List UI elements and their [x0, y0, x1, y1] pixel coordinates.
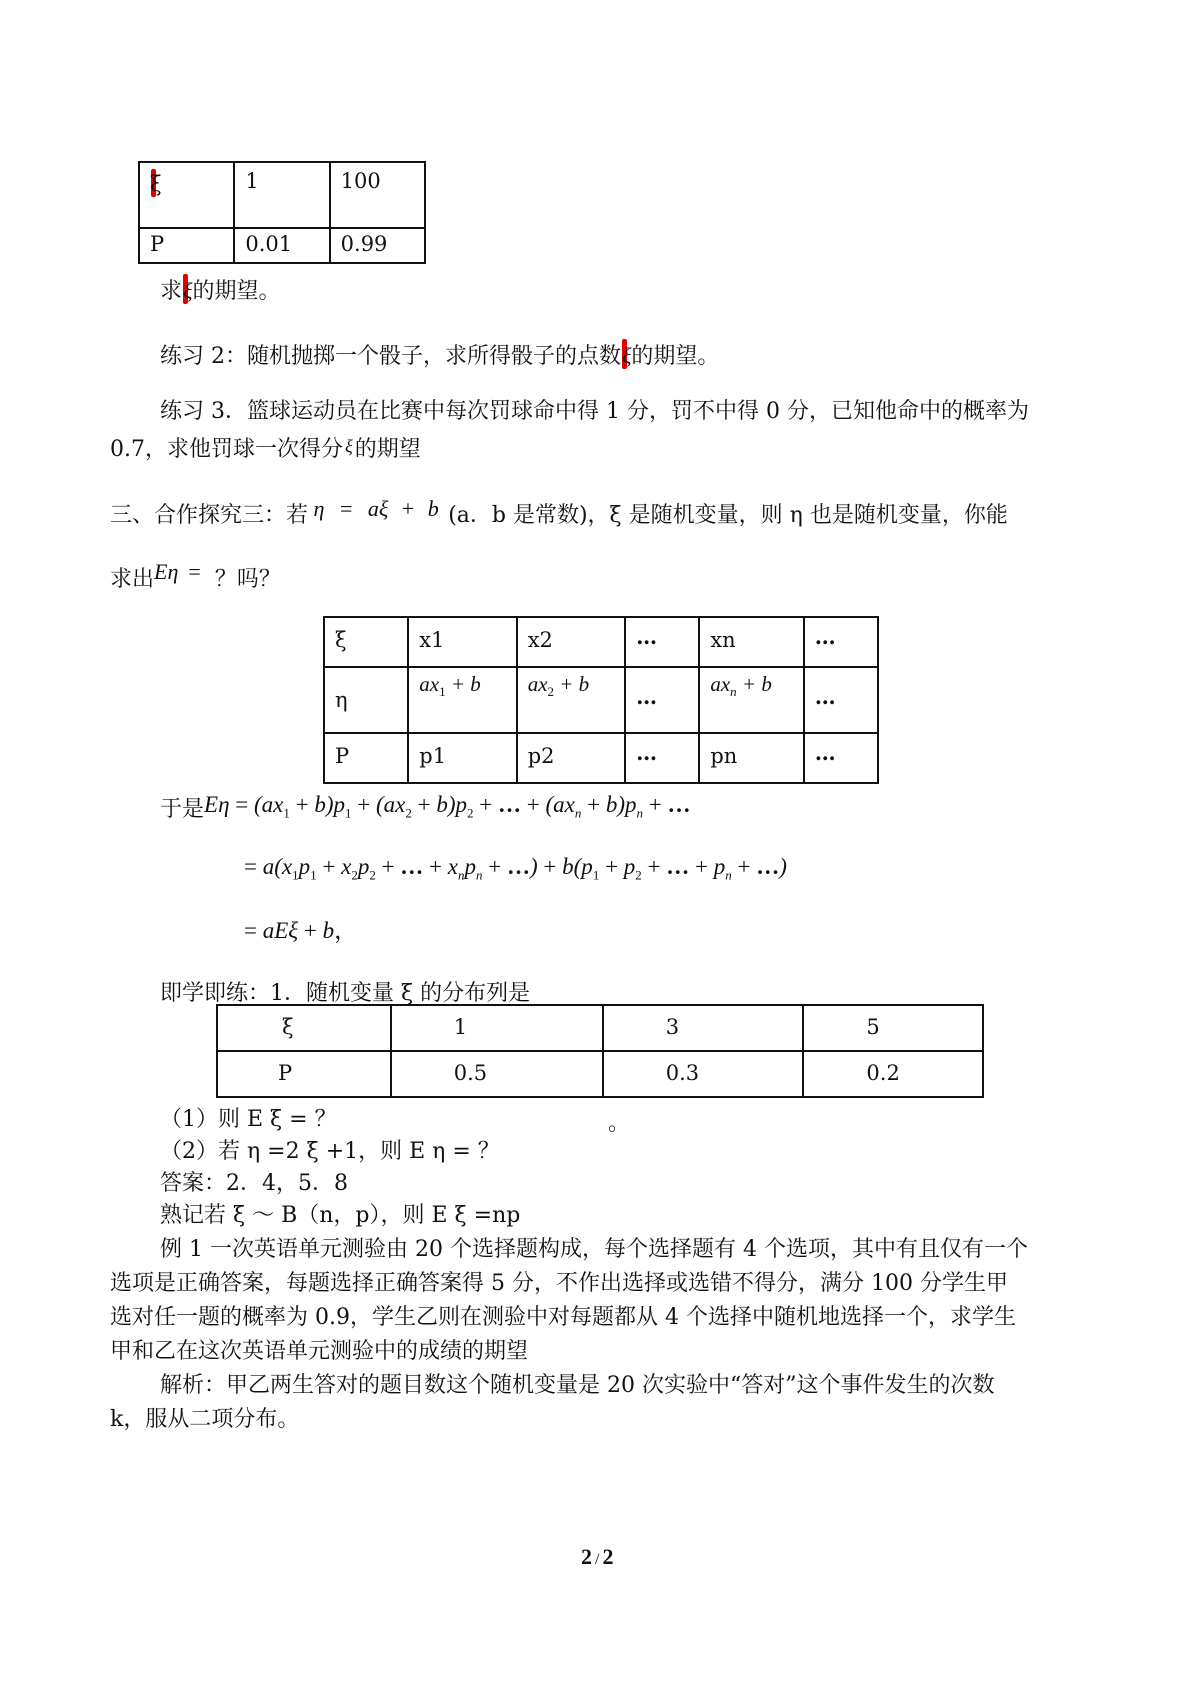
table-cell: x2: [517, 617, 625, 667]
distribution-table-1: [138, 161, 426, 264]
table-cell: 0.3: [603, 1051, 804, 1097]
distribution-table-3: [216, 1004, 984, 1098]
eta-symbol: η: [167, 559, 179, 584]
table-cell: …: [804, 667, 878, 733]
table-cell: P: [324, 733, 408, 783]
example-1-line-1: 例 1 一次英语单元测验由 20 个选择题构成，每个选择题有 4 个选项，其中有且仅有一个: [160, 1237, 1028, 1262]
b-symbol: b: [427, 496, 439, 521]
table-cell: P: [139, 228, 234, 263]
practice-question-1: （1）则 E ξ = ？: [160, 1107, 337, 1132]
table-row: [324, 667, 878, 733]
stray-period: 。: [608, 1111, 631, 1136]
table-cell: 1: [234, 162, 329, 228]
exercise-3-line-1: 练习 3．篮球运动员在比赛中每次罚球命中得 1 分，罚不中得 0 分，已知他命中的概率为: [160, 399, 1029, 424]
table-cell: P: [217, 1051, 391, 1097]
table-cell: p2: [517, 733, 625, 783]
table-cell: pn: [699, 733, 803, 783]
table-cell: 5: [803, 1005, 983, 1051]
table-cell: 100: [330, 162, 425, 228]
xi-symbol: ξ: [378, 496, 389, 521]
exercise-3-line-2: [110, 432, 421, 463]
table-row: [217, 1005, 983, 1051]
derivation-line-3: = aEξ + b，: [244, 918, 358, 943]
text-fragment: 求: [160, 279, 183, 304]
derivation-line-1: [160, 792, 691, 823]
text-fragment: 的期望。: [631, 344, 720, 369]
table-cell: $ax_2 + b$: [517, 667, 625, 733]
text-fragment: 的期望: [354, 437, 421, 462]
text-fragment: (a．b 是常数)，ξ 是随机变量，则 η 也是随机变量，你能: [448, 503, 1008, 528]
practice-question-2: （2）若 η =2 ξ +1，则 E η = ？: [160, 1139, 500, 1164]
e-symbol: E: [154, 559, 168, 584]
table-cell: [139, 162, 234, 228]
eta-formula: [308, 496, 444, 521]
page-total: 2: [602, 1544, 614, 1569]
example-1-line-2: 选项是正确答案，每题选择正确答案得 5 分，不作出选择或选错不得分，满分 100 分学生甲: [110, 1271, 1008, 1296]
table-cell: 0.5: [391, 1051, 603, 1097]
formula-e-eta-expansion: $E\eta = (ax_1 + b)p_1 + (ax_2 + b)p_2$ + … + $(ax_n + b)p_n$ + …: [204, 792, 691, 821]
table-cell: 0.2: [803, 1051, 983, 1097]
table-cell: 3: [603, 1005, 804, 1051]
table-cell: …: [804, 617, 878, 667]
a-symbol: a: [367, 496, 379, 521]
table-row: [324, 733, 878, 783]
xi-symbol: ξ: [622, 343, 632, 368]
text-fragment: ？吗？: [214, 567, 281, 592]
table-row: [324, 617, 878, 667]
exercise-2: [160, 339, 719, 370]
e-eta-formula: [154, 559, 201, 584]
text-fragment: 求出: [110, 567, 155, 592]
text-fragment: 0.7，求他罚球一次得分: [110, 437, 343, 462]
question-expectation: [160, 274, 280, 305]
table-cell: ξ: [324, 617, 408, 667]
equals-sign: =: [339, 496, 353, 521]
page-current: 2: [581, 1544, 592, 1569]
table-cell-xi: ξ: [150, 172, 162, 196]
table-cell: …: [625, 733, 699, 783]
table-cell: 0.01: [234, 228, 329, 263]
table-row: [217, 1051, 983, 1097]
table-cell: $ax_1 + b$: [408, 667, 516, 733]
solution-line-2: k，服从二项分布。: [110, 1407, 300, 1432]
text-fragment: 三、合作探究三：若: [110, 503, 309, 528]
table-cell: η: [324, 667, 408, 733]
cooperative-inquiry: [110, 496, 1008, 529]
xi-symbol: ξ: [345, 436, 353, 456]
table-row: [139, 162, 425, 228]
solution-line-1: 解析：甲乙两生答对的题目数这个随机变量是 20 次实验中“答对”这个事件发生的次数: [160, 1373, 995, 1398]
ask-expectation: [110, 559, 281, 593]
page-separator: /: [595, 1551, 600, 1568]
example-1-line-4: 甲和乙在这次英语单元测验中的成绩的期望: [110, 1339, 529, 1364]
practice-answer: 答案：2．4，5．8: [160, 1171, 348, 1196]
plus-sign: +: [401, 496, 415, 521]
text-fragment: 练习 2：随机抛掷一个骰子，求所得骰子的点数: [160, 344, 621, 369]
example-1-line-3: 选对任一题的概率为 0.9，学生乙则在测验中对每题都从 4 个选择中随机地选择一个，求学生: [110, 1305, 1016, 1330]
comma: ，: [334, 918, 358, 943]
practice-intro: 即学即练：1．随机变量 ξ 的分布列是: [160, 981, 531, 1006]
table-cell: p1: [408, 733, 516, 783]
text-fragment: 的期望。: [192, 279, 281, 304]
text-fragment: 于是: [160, 797, 205, 822]
table-row: [139, 228, 425, 263]
binomial-note: 熟记若 ξ ～ B（n，p），则 E ξ =np: [160, 1203, 521, 1228]
xi-symbol: ξ: [183, 278, 193, 303]
table-cell: 1: [391, 1005, 603, 1051]
equals-sign: =: [188, 559, 201, 584]
table-cell: $ax_n + b$: [699, 667, 803, 733]
table-cell: ξ: [217, 1005, 391, 1051]
eta-symbol: η: [313, 496, 325, 521]
table-cell: …: [625, 617, 699, 667]
table-cell: x1: [408, 617, 516, 667]
distribution-table-2: [323, 616, 879, 784]
table-cell: …: [625, 667, 699, 733]
table-cell: 0.99: [330, 228, 425, 263]
derivation-line-2: = $a(x_1p_1 + x_2p_2$ + … + $x_np_n$ + …) + $b(p_1 + p_2$ + … + $p_n$ + …): [244, 854, 787, 883]
table-cell: xn: [699, 617, 803, 667]
page-number: [581, 1544, 613, 1570]
table-cell: …: [804, 733, 878, 783]
